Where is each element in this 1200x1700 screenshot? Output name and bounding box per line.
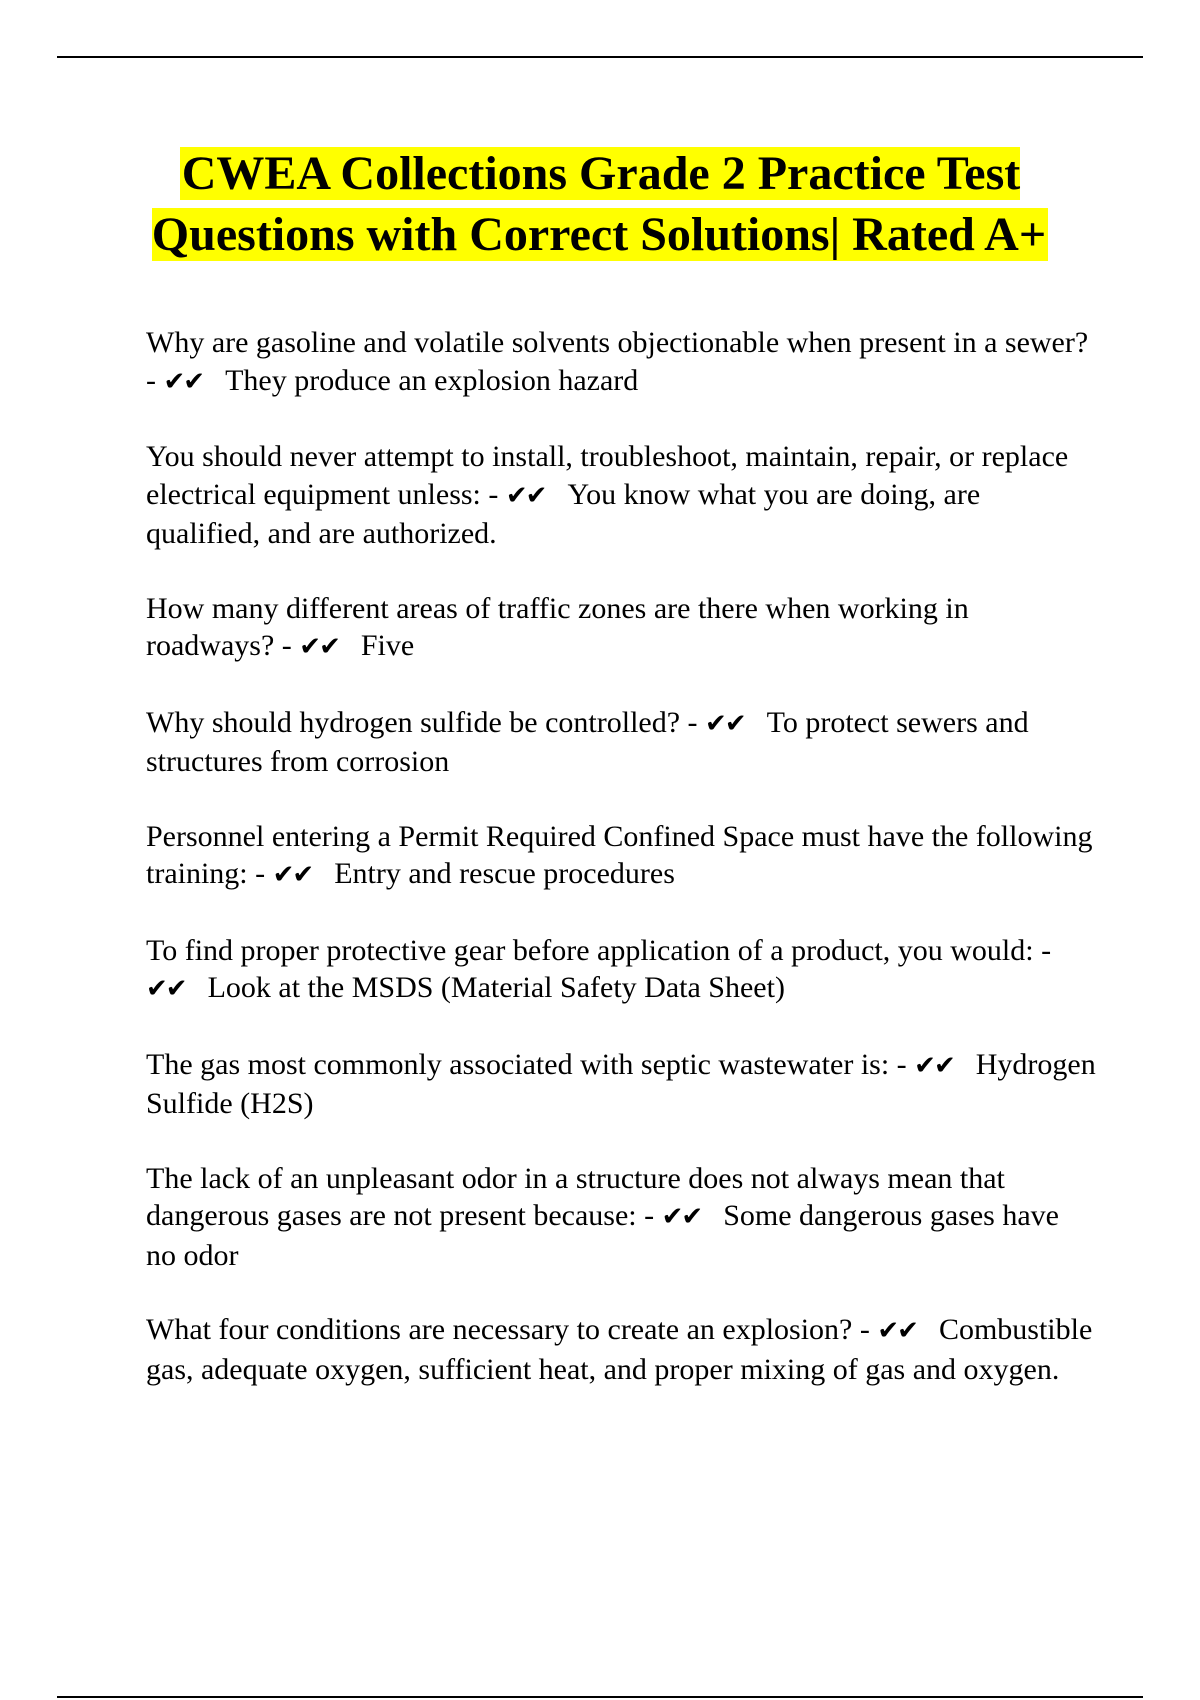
answer-text: Look at the MSDS (Material Safety Data Sheet) <box>207 971 785 1004</box>
answer-text: Some dangerous gases have no odor <box>146 1199 1059 1272</box>
answer-text: Five <box>360 629 415 662</box>
qa-item <box>146 324 1096 401</box>
qa-list <box>146 324 1096 1425</box>
check-mark-icon: ✔✔ <box>299 632 339 662</box>
footer-rule <box>57 1696 1143 1698</box>
question-text: Why are gasoline and volatile solvents objectionable when present in a sewer? - <box>146 326 1089 397</box>
check-mark-icon: ✔✔ <box>146 974 186 1004</box>
qa-item <box>146 1046 1096 1123</box>
qa-item <box>146 932 1096 1009</box>
check-mark-icon: ✔✔ <box>505 480 546 511</box>
check-mark-icon: ✔✔ <box>877 1316 917 1346</box>
answer-text: Hydrogen Sulfide (H2S) <box>146 1047 1096 1120</box>
qa-item <box>146 818 1096 895</box>
check-mark-icon: ✔✔ <box>914 1050 954 1081</box>
qa-item <box>146 704 1096 781</box>
check-mark-icon: ✔✔ <box>272 860 313 890</box>
check-mark-icon: ✔✔ <box>163 366 204 397</box>
answer-text: Combustible gas, adequate oxygen, sufficient heat, and proper mixing of gas and oxygen. <box>146 1313 1093 1386</box>
qa-item <box>146 1311 1096 1388</box>
qa-item <box>146 438 1096 553</box>
question-text: The lack of an unpleasant odor in a structure does not always mean that dangerous gases are not present because: - <box>146 1161 1005 1232</box>
document-title-text: CWEA Collections Grade 2 Practice Test Questions with Correct Solutions| Rated A+ <box>151 147 1047 261</box>
qa-item <box>146 590 1096 667</box>
question-text: You should never attempt to install, troubleshoot, maintain, repair, or replace electrical equipment unless: - <box>146 440 1069 511</box>
answer-text: Entry and rescue procedures <box>334 857 675 890</box>
question-text: Why should hydrogen sulfide be controlled? - <box>146 705 698 739</box>
qa-item <box>146 1160 1096 1275</box>
question-text: To find proper protective gear before application of a product, you would: - <box>146 933 1052 967</box>
question-text: The gas most commonly associated with septic wastewater is: - <box>146 1047 907 1081</box>
answer-text: They produce an explosion hazard <box>225 363 639 397</box>
check-mark-icon: ✔✔ <box>661 1202 702 1232</box>
answer-text: You know what you are doing, are qualified, and are authorized. <box>146 477 981 550</box>
answer-text: To protect sewers and structures from corrosion <box>146 705 1029 778</box>
question-text: What four conditions are necessary to create an explosion? - <box>146 1313 870 1346</box>
check-mark-icon: ✔✔ <box>705 708 745 739</box>
question-text: How many different areas of traffic zones are there when working in roadways? - <box>146 591 969 662</box>
document-title <box>130 143 1070 265</box>
header-rule <box>57 56 1143 58</box>
question-text: Personnel entering a Permit Required Confined Space must have the following training: - <box>146 819 1093 890</box>
